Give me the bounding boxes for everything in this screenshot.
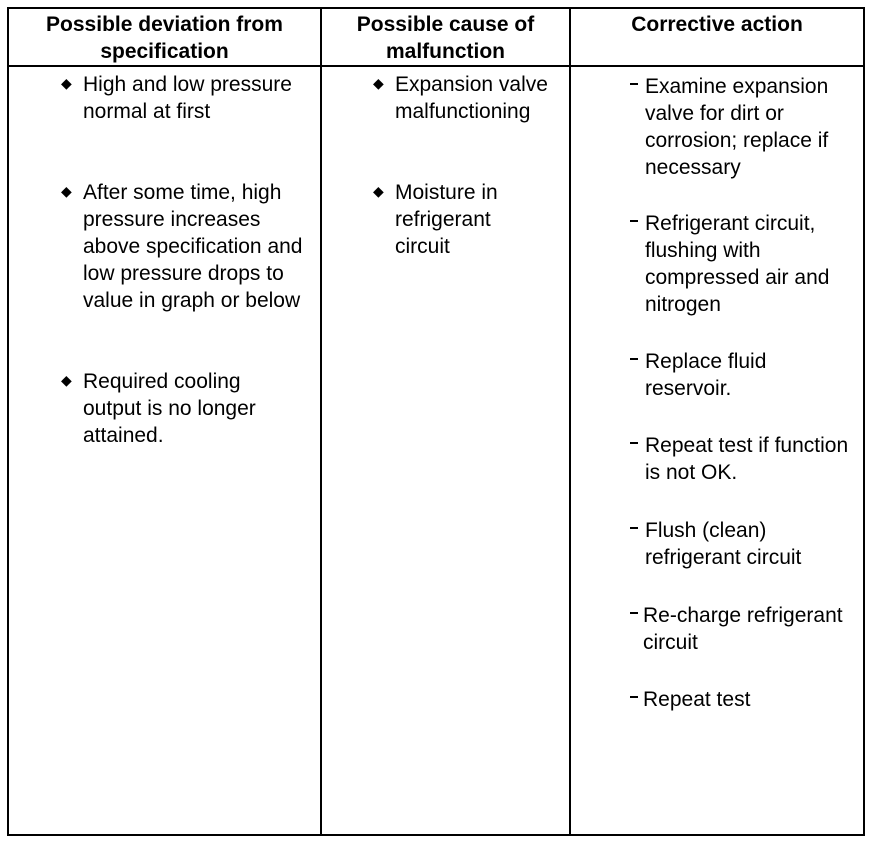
cause-item-1 <box>373 71 548 125</box>
diamond-bullet-icon: ◆ <box>61 75 72 91</box>
action-text: Flush (clean) refrigerant circuit <box>645 519 802 569</box>
dash-bullet-icon <box>630 358 638 360</box>
action-text: Repeat test <box>643 688 751 711</box>
action-item-2 <box>645 210 860 318</box>
cause-text: Moisture in refrigerant circuit <box>395 181 498 258</box>
dash-bullet-icon <box>630 612 638 614</box>
header-cause <box>322 9 569 67</box>
action-item-5 <box>645 517 845 571</box>
column-divider-2 <box>569 9 571 834</box>
deviation-text: After some time, high pressure increases above specification and low pressure drops to value in graph or below <box>83 181 303 312</box>
action-text: Repeat test if function is not OK. <box>645 434 849 484</box>
action-text: Re-charge refrigerant circuit <box>643 604 843 654</box>
diamond-bullet-icon: ◆ <box>373 75 384 91</box>
header-action-text: Corrective action <box>631 13 803 36</box>
header-action <box>571 9 863 67</box>
dash-bullet-icon <box>630 220 638 222</box>
action-item-4 <box>645 432 860 486</box>
header-deviation-text: Possible deviation from specification <box>46 13 283 63</box>
diamond-bullet-icon: ◆ <box>61 372 72 388</box>
dash-bullet-icon <box>630 527 638 529</box>
cause-text: Expansion valve malfunctioning <box>395 73 548 123</box>
column-divider-1 <box>320 9 322 834</box>
cause-item-2 <box>373 179 507 260</box>
dash-bullet-icon <box>630 442 638 444</box>
action-text: Replace fluid reservoir. <box>645 350 767 400</box>
header-deviation <box>9 9 320 67</box>
deviation-item-2 <box>61 179 303 314</box>
action-item-1 <box>645 73 860 181</box>
diagnosis-table <box>7 7 865 836</box>
deviation-item-1 <box>61 71 295 125</box>
dash-bullet-icon <box>630 83 638 85</box>
diamond-bullet-icon: ◆ <box>61 183 72 199</box>
action-item-6 <box>643 602 843 656</box>
dash-bullet-icon <box>630 696 638 698</box>
action-item-7 <box>643 686 843 713</box>
deviation-text: Required cooling output is no longer attained. <box>83 370 256 447</box>
diamond-bullet-icon: ◆ <box>373 183 384 199</box>
action-item-3 <box>645 348 805 402</box>
deviation-text: High and low pressure normal at first <box>83 73 292 123</box>
action-text: Refrigerant circuit, flushing with compressed air and nitrogen <box>645 212 830 316</box>
header-cause-text: Possible cause of malfunction <box>356 13 535 63</box>
deviation-item-3 <box>61 368 280 449</box>
action-text: Examine expansion valve for dirt or corrosion; replace if necessary <box>645 75 829 179</box>
